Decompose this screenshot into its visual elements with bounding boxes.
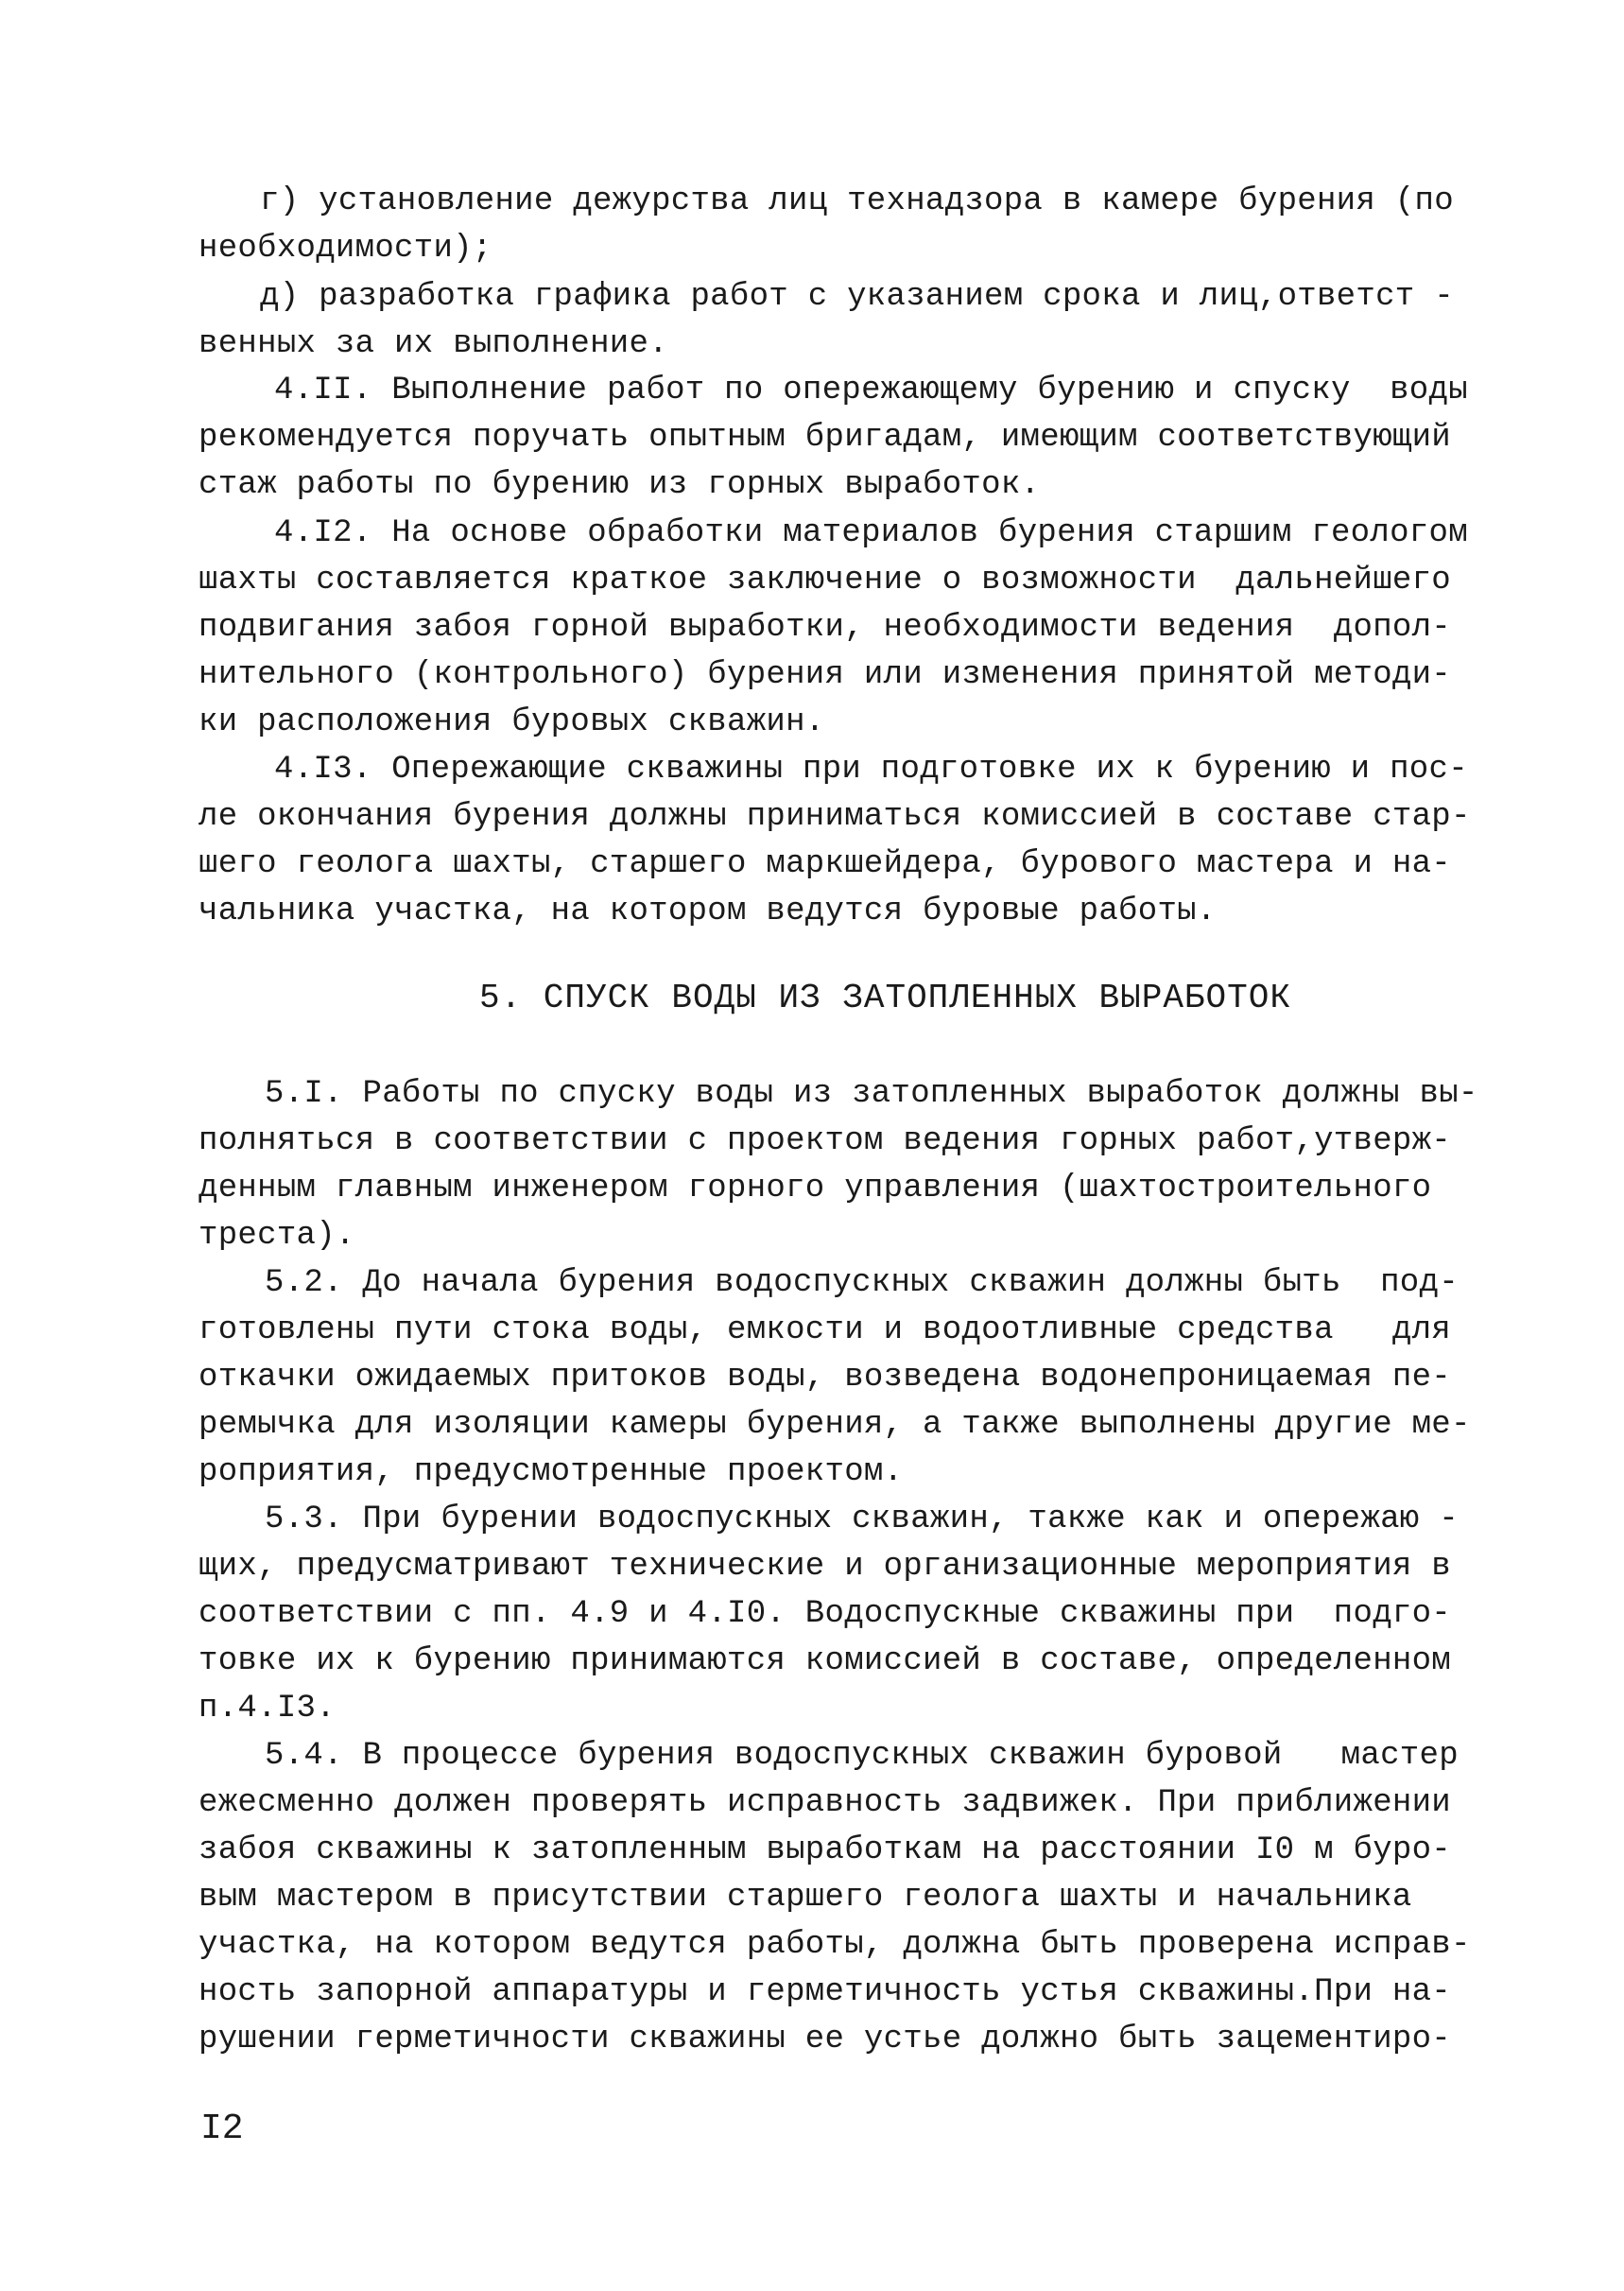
text-line: ность запорной аппаратуры и герметичность устья скважины.При на-: [199, 1974, 1452, 2010]
text-line: шахты составляется краткое заключение о возможности дальнейшего: [199, 563, 1452, 599]
text-line: нительного (контрольного) бурения или изменения принятой методи-: [199, 657, 1452, 693]
text-line: 4.I2. На основе обработки материалов бурения старшим геологом: [274, 515, 1468, 551]
text-line: 5.I. Работы по спуску воды из затопленных выработок должны вы-: [265, 1076, 1478, 1112]
text-line: д) разработка графика работ с указанием срока и лиц,ответст -: [260, 279, 1454, 315]
text-line: треста).: [199, 1218, 355, 1254]
text-line: шего геолога шахты, старшего маркшейдера, бурового мастера и на-: [199, 846, 1452, 882]
text-line: готовлены пути стока воды, емкости и водоотливные средства для: [199, 1312, 1452, 1348]
text-line: рушении герметичности скважины ее устье должно быть зацементиро-: [199, 2022, 1452, 2057]
text-line: ки расположения буровых скважин.: [199, 704, 825, 740]
text-line: г) установление дежурства лиц технадзора в камере бурения (по: [260, 183, 1454, 219]
text-line: денным главным инженером горного управления (шахтостроительного: [199, 1171, 1432, 1206]
text-line: откачки ожидаемых притоков воды, возведена водонепроницаемая пе-: [199, 1360, 1452, 1396]
text-line: рекомендуется поручать опытным бригадам, имеющим соответствующий: [199, 420, 1452, 456]
text-line: подвигания забоя горной выработки, необходимости ведения допол-: [199, 610, 1452, 646]
text-line: 4.I3. Опережающие скважины при подготовке их к бурению и пос-: [274, 752, 1468, 788]
text-line: венных за их выполнение.: [199, 326, 668, 362]
text-line: стаж работы по бурению из горных выработок.: [199, 467, 1041, 503]
text-line: необходимости);: [199, 231, 492, 267]
text-line: щих, предусматривают технические и организационные мероприятия в: [199, 1549, 1452, 1585]
text-line: 5.2. До начала бурения водоспускных скважин должны быть под-: [265, 1265, 1459, 1301]
text-line: 5.4. В процессе бурения водоспускных скважин буровой мастер: [265, 1738, 1459, 1774]
text-line: 5.3. При бурении водоспускных скважин, также как и опережаю -: [265, 1501, 1459, 1537]
text-line: п.4.I3.: [199, 1691, 336, 1727]
text-line: чальника участка, на котором ведутся буровые работы.: [199, 894, 1217, 929]
text-line: 4.II. Выполнение работ по опережающему бурению и спуску воды: [274, 373, 1468, 408]
text-line: ежесменно должен проверять исправность задвижек. При приближении: [199, 1785, 1452, 1821]
section-heading: 5. СПУСК ВОДЫ ИЗ ЗАТОПЛЕННЫХ ВЫРАБОТОК: [479, 979, 1291, 1017]
page-number: I2: [200, 2109, 244, 2149]
text-line: полняться в соответствии с проектом ведения горных работ,утверж-: [199, 1123, 1452, 1159]
text-line: ремычка для изоляции камеры бурения, а также выполнены другие ме-: [199, 1407, 1471, 1443]
text-line: вым мастером в присутствии старшего геолога шахты и начальника: [199, 1880, 1412, 1916]
text-line: соответствии с пп. 4.9 и 4.I0. Водоспускные скважины при подго-: [199, 1596, 1452, 1632]
text-line: ле окончания бурения должны приниматься комиссией в составе стар-: [199, 799, 1471, 835]
text-line: забоя скважины к затопленным выработкам на расстоянии I0 м буро-: [199, 1832, 1452, 1868]
text-line: товке их к бурению принимаются комиссией в составе, определенном: [199, 1643, 1452, 1679]
text-line: роприятия, предусмотренные проектом.: [199, 1454, 904, 1490]
text-line: участка, на котором ведутся работы, должна быть проверена исправ-: [199, 1927, 1471, 1963]
